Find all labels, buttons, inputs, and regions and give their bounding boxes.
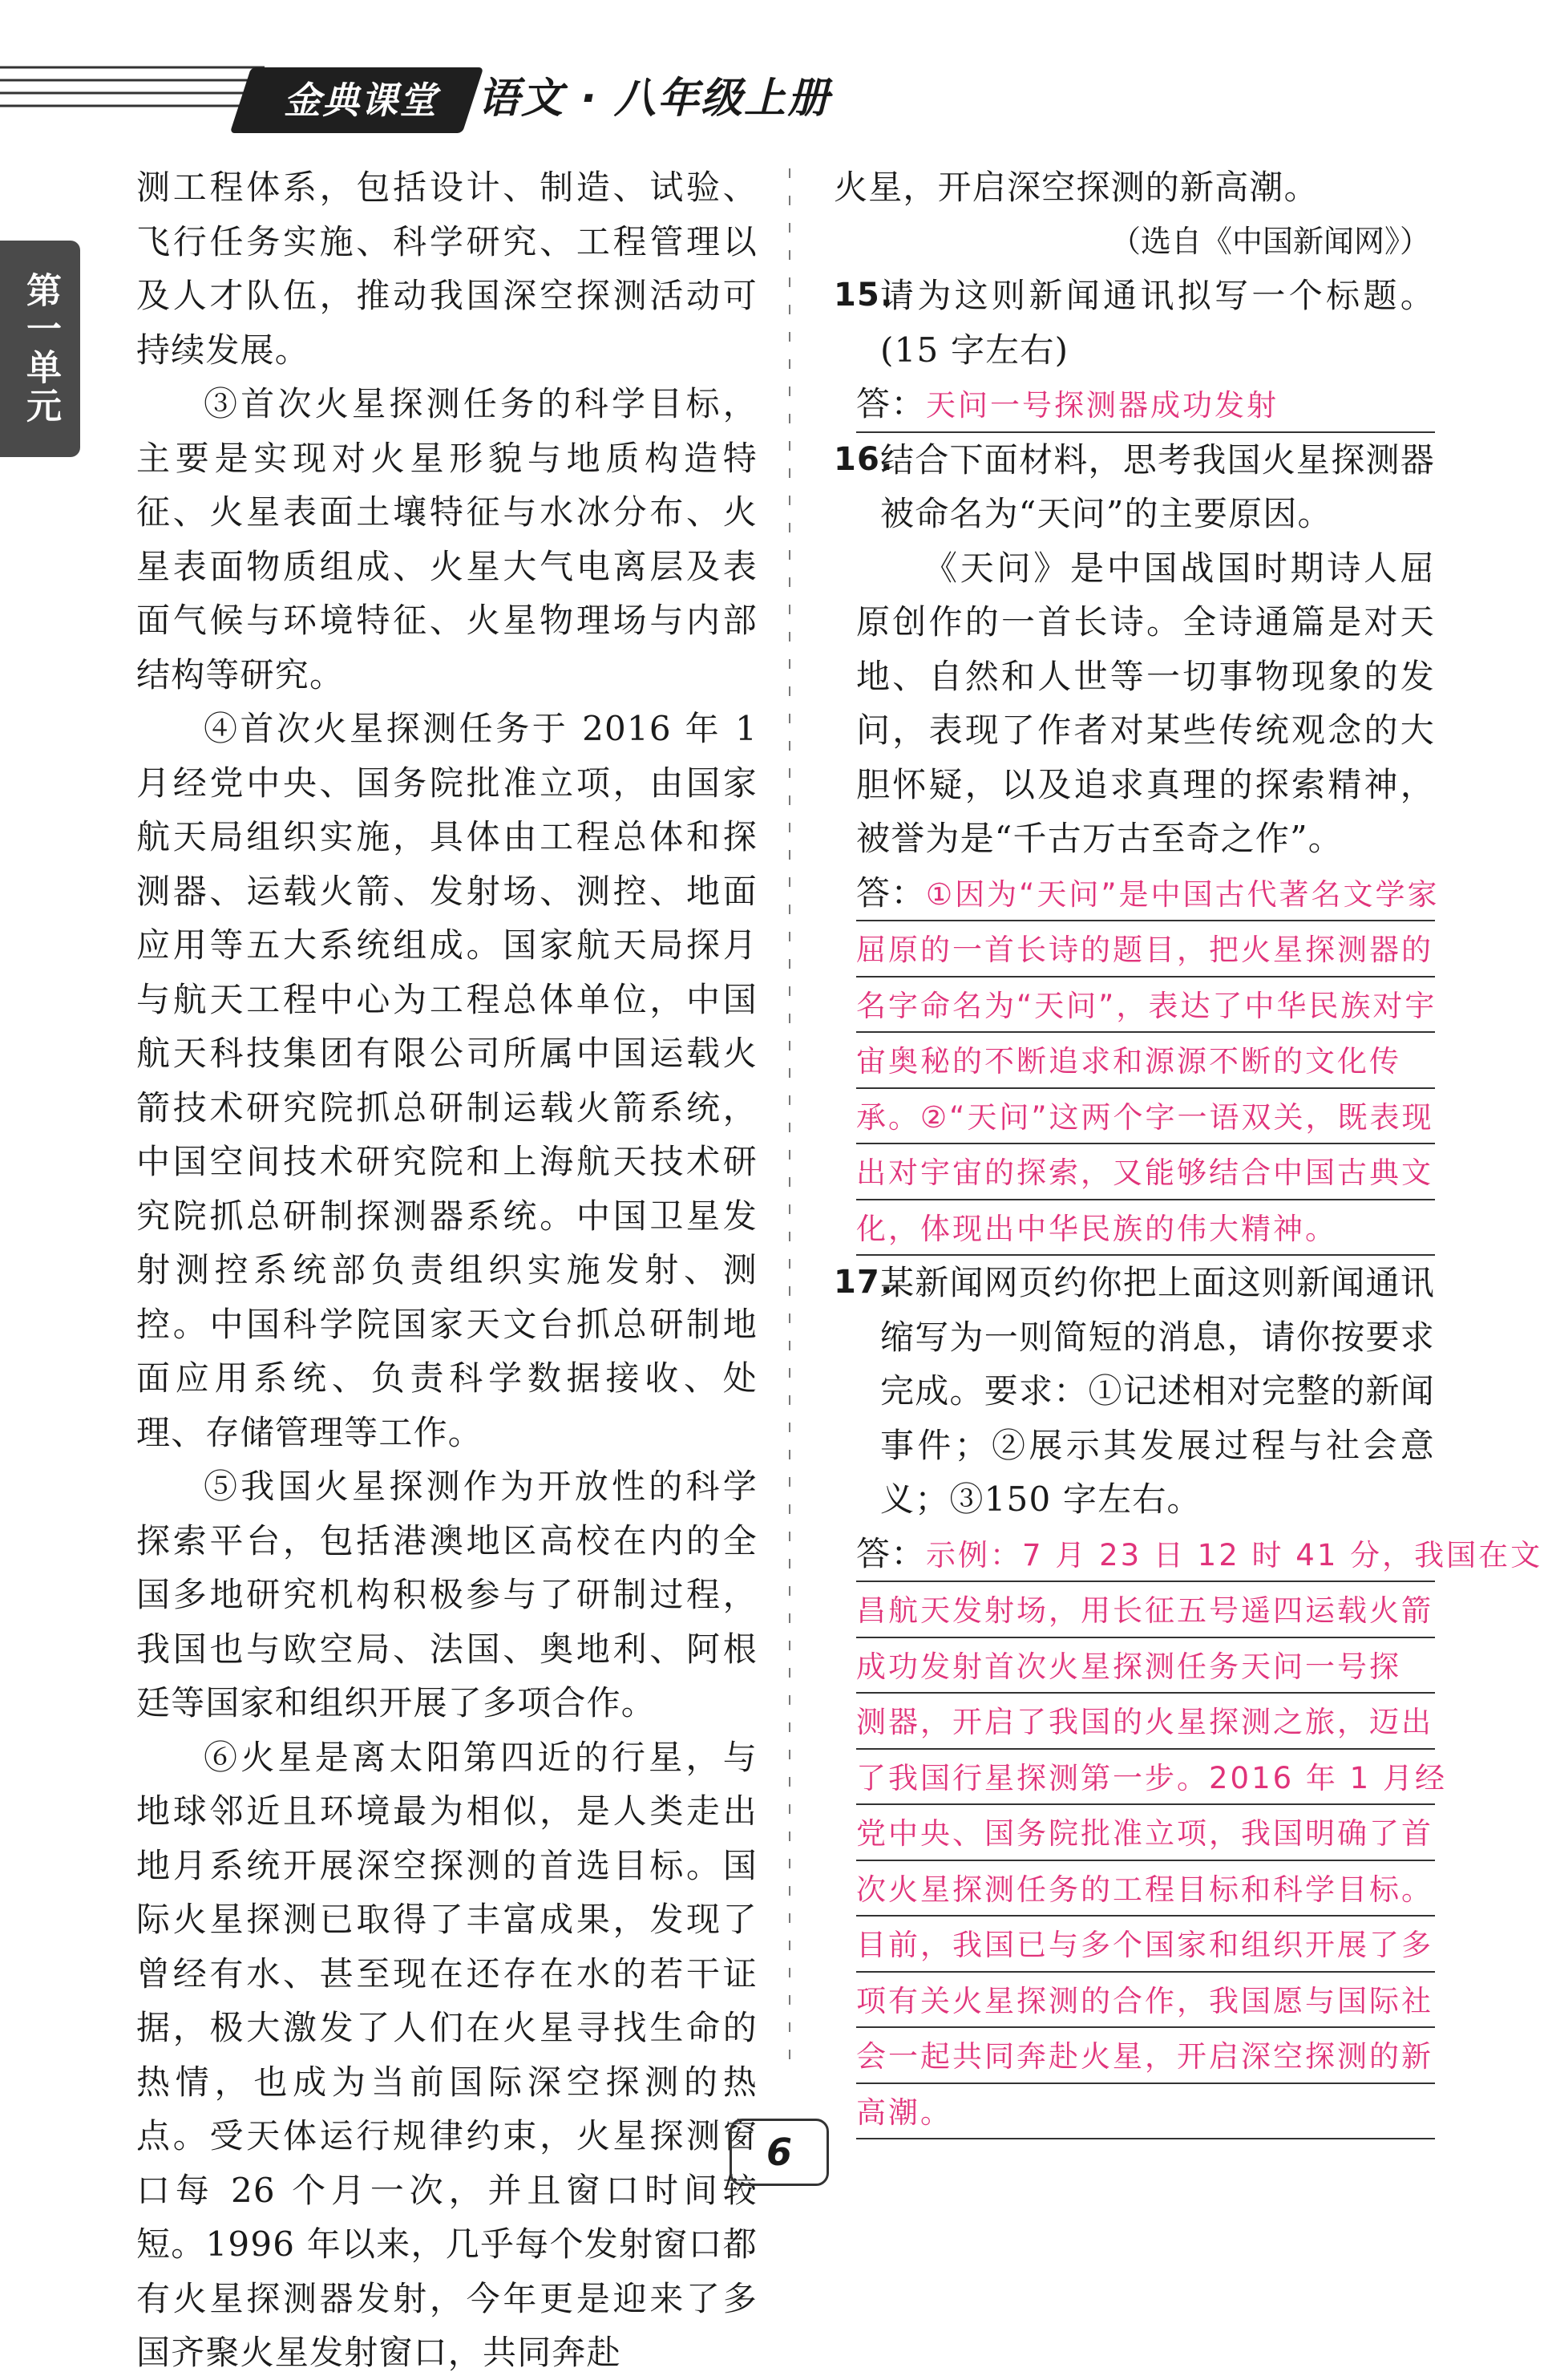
paragraph-3: ③首次火星探测任务的科学目标，主要是实现对火星形貌与地质构造特征、火星表面土壤特征与水冰分布、火星表面物质组成、火星大气电离层及表面气候与环境特征、火星物理场与内部结构等研究。	[136, 384, 758, 694]
header-title: 语文 · 八年级上册	[478, 75, 831, 123]
paragraph-continued-end: 火星，开启深空探测的新高潮。	[834, 168, 1319, 207]
answer-line	[856, 921, 1435, 978]
answer-line	[856, 1973, 1435, 2029]
handwritten-answer: 高潮。	[856, 2095, 952, 2130]
header-badge: 金典课堂	[284, 79, 438, 122]
paragraph-continued: 测工程体系，包括设计、制造、试验、飞行任务实施、科学研究、工程管理以及人才队伍，推动我国深空探测活动可持续发展。	[136, 168, 758, 370]
answer-line	[856, 1033, 1435, 1089]
question-number: 16.	[834, 440, 894, 478]
paragraph-5: ⑤我国火星探测作为开放性的科学探索平台，包括港澳地区高校在内的全国多地研究机构积极参与了研制过程，我国也与欧空局、法国、奥地利、阿根廷等国家和组织开展了多项合作。	[136, 1467, 758, 1722]
reference-material: 《天问》是中国战国时期诗人屈原创作的一首长诗。全诗通篇是对天地、自然和人世等一切事物现象的发问，表现了作者对某些传统观念的大胆怀疑，以及追求真理的探索精神，被誉为是“千古万古至奇之作”。	[856, 548, 1435, 858]
right-column	[834, 160, 1543, 2139]
source-citation: （选自《中国新闻网》）	[1109, 223, 1430, 259]
handwritten-answer: 次火星探测任务的工程目标和科学目标。	[856, 1872, 1433, 1907]
question-text: 请为这则新闻通讯拟写一个标题。(15 字左右)	[880, 276, 1435, 370]
question-text: 结合下面材料，思考我国火星探测器被命名为“天问”的主要原因。	[880, 439, 1435, 533]
answer-17	[856, 1527, 1543, 2140]
handwritten-answer: ①因为“天问”是中国古代著名文学家	[926, 876, 1440, 912]
answer-prefix: 答：	[856, 384, 927, 423]
paragraph-6: ⑥火星是离太阳第四近的行星，与地球邻近且环境最为相似，是人类走出地月系统开展深空探测的首选目标。国际火星探测已取得了丰富成果，发现了曾经有水、甚至现在还存在水的若干证据，极大激发了人们在火星寻找生命的热情，也成为当前国际深空探测的热点。受天体运行规律约束，火星探测窗口每 26 个月一次，并且窗口时间较短。1996 年以来，几乎每个发射窗口都有火星探测器发射，今年更是迎来了多国齐聚火星发射窗口，共同奔赴	[136, 1737, 758, 2372]
page-number-box	[730, 2119, 829, 2186]
handwritten-answer: 天问一号探测器成功发射	[926, 388, 1279, 423]
handwritten-answer: 屈原的一首长诗的题目，把火星探测器的	[856, 933, 1433, 967]
handwritten-answer: 党中央、国务院批准立项，我国明确了首	[856, 1816, 1433, 1851]
answer-line	[856, 1805, 1435, 1861]
answer-16	[856, 866, 1440, 1257]
answer-line	[856, 1200, 1435, 1257]
answer-line	[856, 1144, 1435, 1200]
handwritten-answer: 宙奥秘的不断追求和源源不断的文化传	[856, 1044, 1401, 1079]
question-15	[834, 269, 1435, 377]
handwritten-answer: 名字命名为“天问”，表达了中华民族对宇	[856, 988, 1437, 1023]
question-number: 15.	[834, 277, 894, 314]
handwritten-answer: 成功发射首次火星探测任务天问一号探	[856, 1649, 1401, 1684]
handwritten-answer: 会一起共同奔赴火星，开启深空探测的新	[856, 2039, 1433, 2074]
answer-line	[856, 866, 1440, 922]
unit-side-tab	[0, 241, 80, 457]
handwritten-answer: 了我国行星探测第一步。2016 年 1 月经	[856, 1760, 1447, 1795]
question-text: 某新闻网页约你把上面这则新闻通讯缩写为一则简短的消息，请你按要求完成。要求：①记述相对完整的新闻事件；②展示其发展过程与社会意义；③150 字左右。	[880, 1263, 1435, 1519]
handwritten-answer: 化，体现出中华民族的伟大精神。	[856, 1211, 1337, 1246]
question-17	[834, 1256, 1435, 1527]
page-number: 6	[766, 2131, 792, 2174]
answer-line	[856, 1694, 1435, 1750]
handwritten-answer: 承。②“天问”这两个字一语双关，既表现	[856, 1099, 1434, 1135]
question-16	[834, 433, 1435, 541]
answer-line	[856, 1527, 1543, 1583]
left-column	[136, 160, 758, 2380]
handwritten-answer: 测器，开启了我国的火星探测之旅，迈出	[856, 1705, 1433, 1739]
answer-line	[856, 1582, 1435, 1638]
answer-15	[856, 377, 1435, 433]
handwritten-answer: 示例：7 月 23 日 12 时 41 分，我国在文	[926, 1537, 1543, 1572]
answer-line	[856, 377, 1435, 433]
unit-side-tab-label: 第一单元	[20, 272, 61, 426]
answer-prefix: 答：	[856, 872, 927, 913]
answer-prefix: 答：	[856, 1533, 927, 1573]
answer-line	[856, 1638, 1435, 1694]
handwritten-answer: 项有关火星探测的合作，我国愿与国际社	[856, 1983, 1433, 2018]
handwritten-answer: 昌航天发射场，用长征五号遥四运载火箭	[856, 1593, 1433, 1628]
answer-line	[856, 978, 1435, 1034]
paragraph-4: ④首次火星探测任务于 2016 年 1 月经党中央、国务院批准立项，由国家航天局组织实施，具体由工程总体和探测器、运载火箭、发射场、测控、地面应用等五大系统组成。国家航天局探月与航天工程中心为工程总体单位，中国航天科技集团有限公司所属中国运载火箭技术研究院抓总研制运载火箭系统，中国空间技术研究院和上海航天技术研究院抓总研制探测器系统。中国卫星发射测控系统部负责组织实施发射、测控。中国科学院国家天文台抓总研制地面应用系统、负责科学数据接收、处理、存储管理等工作。	[136, 709, 758, 1452]
answer-line	[856, 1861, 1435, 1917]
answer-line	[856, 2084, 1435, 2140]
answer-line	[856, 1089, 1435, 1145]
column-divider	[789, 168, 790, 2077]
answer-line	[856, 2028, 1435, 2084]
handwritten-answer: 出对宇宙的探索，又能够结合中国古典文	[856, 1156, 1433, 1190]
answer-line	[856, 1750, 1447, 1806]
header-decoration-lines	[0, 56, 273, 128]
handwritten-answer: 目前，我国已与多个国家和组织开展了多	[856, 1928, 1433, 1962]
question-number: 17.	[834, 1264, 894, 1301]
answer-line	[856, 1917, 1435, 1973]
